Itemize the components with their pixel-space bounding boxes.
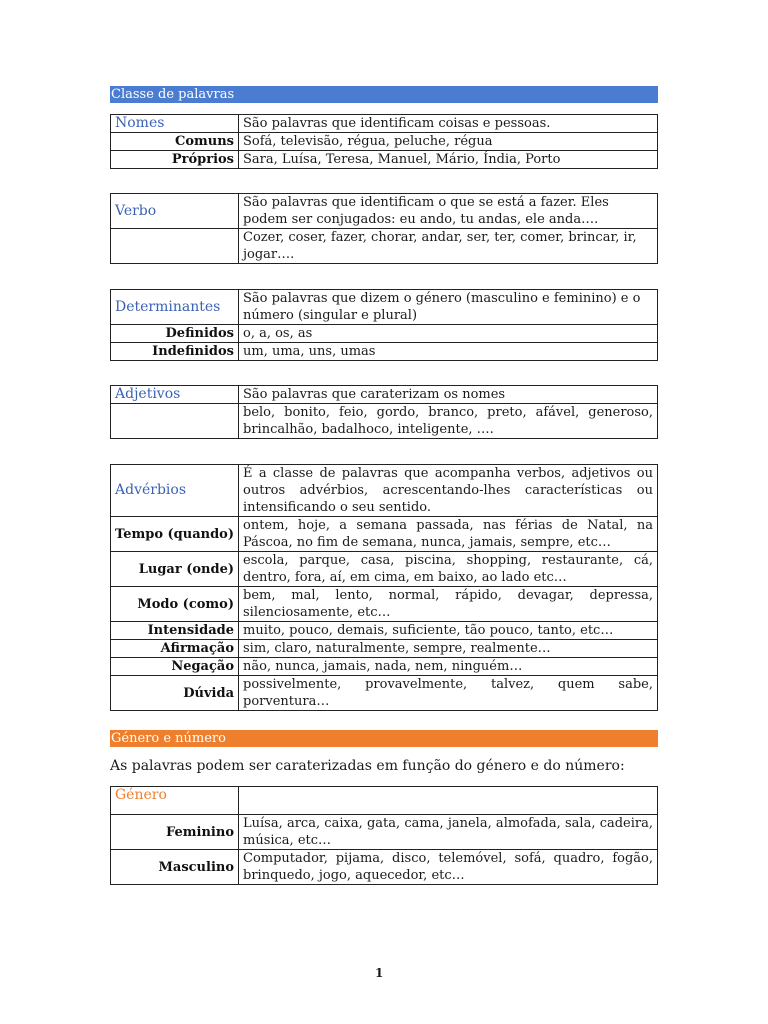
row-label: Definidos bbox=[111, 325, 239, 343]
adverbios-heading: Advérbios bbox=[111, 465, 239, 517]
row-label: Tempo (quando) bbox=[111, 517, 239, 552]
empty-cell bbox=[111, 404, 239, 439]
row-text: Luísa, arca, caixa, gata, cama, janela, almofada, sala, cadeira, música, etc… bbox=[239, 815, 658, 850]
genero-heading: Género bbox=[111, 787, 239, 815]
empty-cell bbox=[111, 229, 239, 264]
adverbios-description: É a classe de palavras que acompanha verbos, adjetivos ou outros advérbios, acrescentando-lhes características ou intensificando o seu sentido. bbox=[239, 465, 658, 517]
row-label: Dúvida bbox=[111, 676, 239, 711]
determinantes-table bbox=[110, 289, 658, 361]
page-number: 1 bbox=[375, 966, 384, 980]
row-text: possivelmente, provavelmente, talvez, quem sabe, porventura… bbox=[239, 676, 658, 711]
section-header-classe bbox=[110, 86, 658, 103]
verbo-examples: Cozer, coser, fazer, chorar, andar, ser, ter, comer, brincar, ir, jogar…. bbox=[239, 229, 658, 264]
row-text: o, a, os, as bbox=[239, 325, 658, 343]
section-title: Género e número bbox=[111, 731, 226, 746]
row-text: não, nunca, jamais, nada, nem, ninguém… bbox=[239, 658, 658, 676]
verbo-table bbox=[110, 193, 658, 264]
adjetivos-table bbox=[110, 385, 658, 439]
row-text: Sara, Luísa, Teresa, Manuel, Mário, Índia, Porto bbox=[239, 151, 658, 169]
row-text: sim, claro, naturalmente, sempre, realmente… bbox=[239, 640, 658, 658]
row-label: Afirmação bbox=[111, 640, 239, 658]
determinantes-description: São palavras que dizem o género (masculino e feminino) e o número (singular e plural) bbox=[239, 290, 658, 325]
section-header-genero bbox=[110, 730, 658, 747]
row-label: Masculino bbox=[111, 850, 239, 885]
row-label: Comuns bbox=[111, 133, 239, 151]
adjetivos-description: São palavras que caraterizam os nomes bbox=[239, 386, 658, 404]
row-label: Lugar (onde) bbox=[111, 552, 239, 587]
row-label: Feminino bbox=[111, 815, 239, 850]
verbo-heading: Verbo bbox=[111, 194, 239, 229]
row-text: um, uma, uns, umas bbox=[239, 343, 658, 361]
adjetivos-examples: belo, bonito, feio, gordo, branco, preto, afável, generoso, brincalhão, badalhoco, inteligente, …. bbox=[239, 404, 658, 439]
row-text: muito, pouco, demais, suficiente, tão pouco, tanto, etc… bbox=[239, 622, 658, 640]
row-text: escola, parque, casa, piscina, shopping, restaurante, cá, dentro, fora, aí, em cima, em baixo, ao lado etc… bbox=[239, 552, 658, 587]
row-text: Sofá, televisão, régua, peluche, régua bbox=[239, 133, 658, 151]
row-label: Modo (como) bbox=[111, 587, 239, 622]
row-text: ontem, hoje, a semana passada, nas férias de Natal, na Páscoa, no fim de semana, nunca, jamais, sempre, etc… bbox=[239, 517, 658, 552]
nomes-heading: Nomes bbox=[111, 115, 239, 133]
determinantes-heading: Determinantes bbox=[111, 290, 239, 325]
genero-table bbox=[110, 786, 658, 885]
genero-intro: As palavras podem ser caraterizadas em função do género e do número: bbox=[110, 758, 625, 774]
empty-cell bbox=[239, 787, 658, 815]
section-title: Classe de palavras bbox=[111, 87, 235, 102]
adverbios-table bbox=[110, 464, 658, 711]
row-text: bem, mal, lento, normal, rápido, devagar, depressa, silenciosamente, etc… bbox=[239, 587, 658, 622]
row-label: Intensidade bbox=[111, 622, 239, 640]
nomes-table bbox=[110, 114, 658, 169]
nomes-description: São palavras que identificam coisas e pessoas. bbox=[239, 115, 658, 133]
row-label: Próprios bbox=[111, 151, 239, 169]
adjetivos-heading: Adjetivos bbox=[111, 386, 239, 404]
row-label: Indefinidos bbox=[111, 343, 239, 361]
row-text: Computador, pijama, disco, telemóvel, sofá, quadro, fogão, brinquedo, jogo, aquecedor, etc… bbox=[239, 850, 658, 885]
verbo-description: São palavras que identificam o que se está a fazer. Eles podem ser conjugados: eu ando, tu andas, ele anda…. bbox=[239, 194, 658, 229]
row-label: Negação bbox=[111, 658, 239, 676]
